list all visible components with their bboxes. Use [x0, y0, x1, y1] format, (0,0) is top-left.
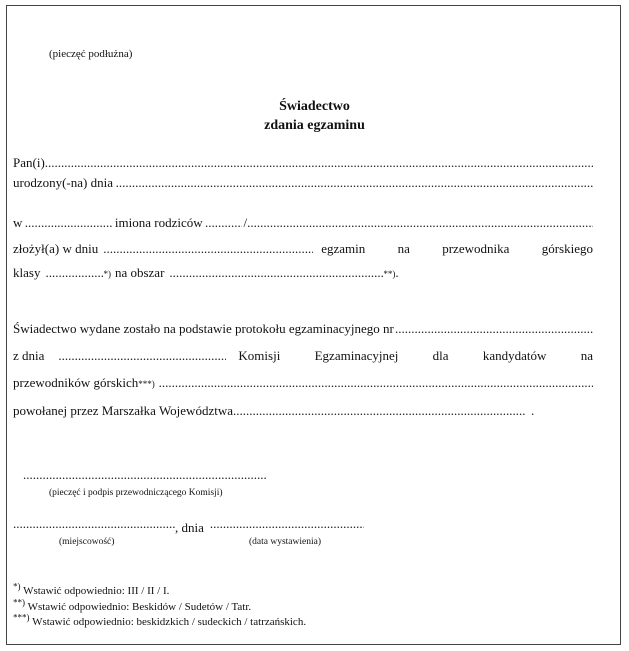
birthplace-label: w: [13, 215, 23, 230]
footnote-2-text: Wstawić odpowiednio: Beskidów / Sudetów / Tatr.: [27, 601, 252, 613]
protocol-label: Świadectwo wydane zostało na podstawie protokołu egzaminacyjnego nr: [13, 321, 394, 336]
guides-type-field[interactable]: [159, 375, 593, 391]
certificate-form: [6, 5, 621, 645]
issue-date-field[interactable]: [210, 516, 364, 532]
row-exam-date: [13, 241, 593, 257]
marshal-label: powołanej przez Marszałka Województwa: [13, 403, 233, 418]
name-field[interactable]: [45, 155, 593, 171]
row-marshal: [13, 403, 593, 419]
row-guides: przewodników górskich ***) .....: [13, 375, 593, 391]
protocol-date-label: z dnia: [13, 348, 45, 363]
footnote-3: [13, 614, 306, 630]
document-subtitle: zdania egzaminu: [264, 118, 365, 133]
signature-row: [23, 467, 267, 487]
parents-label: imiona rodziców: [114, 215, 203, 230]
voivodeship-field[interactable]: [233, 403, 525, 419]
guides-label: przewodników górskich: [13, 375, 139, 390]
document-title: Świadectwo: [279, 99, 350, 114]
row-protocol: [13, 321, 593, 337]
row-birthplace-parents: [13, 215, 593, 231]
marshal-end-dot: .: [530, 403, 535, 418]
footnote-3-mark: ***): [13, 612, 30, 623]
row-name: [13, 155, 593, 171]
stamp-label: (pieczęć podłużna): [49, 48, 133, 60]
commission-label: Komisji Egzaminacyjnej dla kandydatów na: [238, 348, 593, 363]
exam-label: egzamin na przewodnika górskiego: [321, 241, 593, 256]
row-birth: [13, 175, 593, 191]
exam-date-field[interactable]: [103, 241, 313, 257]
father-name-field[interactable]: [205, 215, 242, 231]
footnote-1: [13, 583, 169, 599]
place-field[interactable]: [13, 516, 175, 532]
class-field[interactable]: [45, 265, 103, 281]
protocol-date-field[interactable]: [58, 348, 226, 364]
birthplace-field[interactable]: [25, 215, 113, 231]
parents-slash: /: [243, 215, 248, 230]
row-commission: [13, 348, 593, 364]
birth-date-field[interactable]: [116, 175, 593, 191]
footnote-1-text: Wstawić odpowiednio: III / II / I.: [23, 585, 170, 597]
footnote-3-text: Wstawić odpowiednio: beskidzkich / sudeckich / tatrzańskich.: [32, 616, 307, 628]
area-label: na obszar: [114, 265, 165, 280]
footnote-2: [13, 599, 251, 615]
passed-label: złożył(a) w dniu: [13, 241, 99, 256]
signature-field[interactable]: [23, 467, 267, 483]
name-label: Pan(i): [13, 155, 45, 170]
footnote-2-mark: **): [13, 597, 25, 608]
area-field[interactable]: [169, 265, 383, 281]
comma-dnia-label: , dnia: [175, 520, 204, 535]
mother-name-field[interactable]: [247, 215, 593, 231]
footnote-1-mark: *): [13, 581, 21, 592]
signature-caption: (pieczęć i podpis przewodniczącego Komisji): [49, 488, 223, 498]
class-label: klasy: [13, 265, 41, 280]
row-class-area: klasy ..... *) na obszar ..... **) .: [13, 265, 593, 281]
protocol-number-field[interactable]: [395, 321, 593, 337]
place-date-row: [13, 516, 364, 536]
place-caption: (miejscowość): [59, 537, 115, 547]
date-caption: (data wystawienia): [249, 537, 322, 547]
birth-label: urodzony(-na) dnia: [13, 175, 113, 190]
area-end-dot: .: [395, 265, 399, 280]
